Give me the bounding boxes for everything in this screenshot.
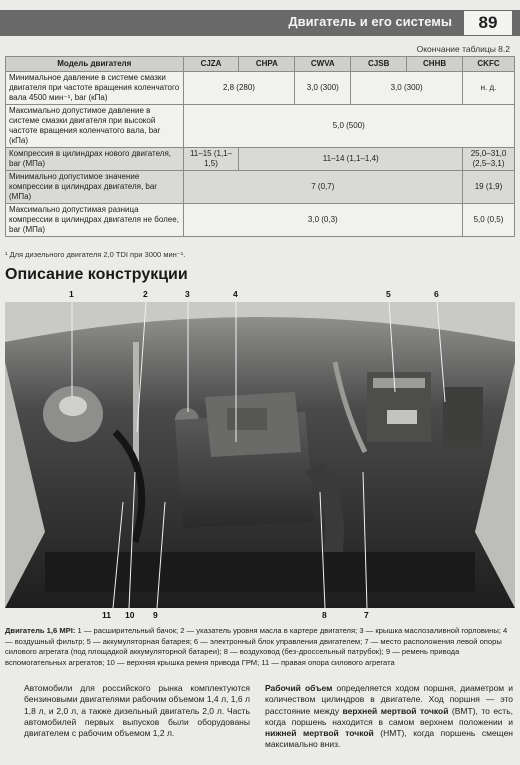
table-header-row xyxy=(6,57,515,72)
row-label: Максимально допустимое давление в системе смазки двигателя при высокой частоте вращения коленчатого вала, bar (кПа) xyxy=(6,105,184,148)
callout-number: 4 xyxy=(233,289,238,299)
table-cell: 3,0 (300) xyxy=(351,72,463,105)
callout-number: 3 xyxy=(185,289,190,299)
table-cell: н. д. xyxy=(463,72,515,105)
table-cell: 25,0–31,0 (2,5–3,1) xyxy=(463,148,515,171)
page-header xyxy=(0,10,520,36)
column-header: CHHB xyxy=(407,57,463,72)
section-title: Описание конструкции xyxy=(5,266,188,283)
callout-number: 11 xyxy=(102,610,111,620)
table-row xyxy=(6,72,515,105)
page-number: 89 xyxy=(464,11,512,35)
column-header: CKFC xyxy=(463,57,515,72)
table-cell: 5,0 (500) xyxy=(183,105,514,148)
callout-number: 7 xyxy=(364,610,369,620)
table-cell: 3,0 (300) xyxy=(295,72,351,105)
term-bdc: нижней мертвой точкой xyxy=(265,728,374,739)
table-row xyxy=(6,148,515,171)
row-label: Максимально допустимая разница компрессии в цилиндрах двигателя не более, bar (МПа) xyxy=(6,204,184,237)
table-row xyxy=(6,105,515,148)
caption-lead: Двигатель 1,6 MPI: xyxy=(5,626,76,635)
body-text-left: Автомобили для российского рынка комплектуются бензиновыми двигателями рабочим объемом 1,4 л, 1,6 л 1,8 л, и 2,0 л, а также дизельный двигатель 2,0 л. Часть автомобилей первых выпусков были оборудованы двигателем с рабочим объемом 1,2 л. xyxy=(24,683,250,739)
term-displacement: Рабочий объем xyxy=(265,683,333,693)
column-header: Модель двигателя xyxy=(6,57,184,72)
engine-bay-photo xyxy=(5,302,515,608)
engine-spec-table xyxy=(5,56,515,237)
table-footnote: ¹ Для дизельного двигателя 2,0 TDI при 3000 мин⁻¹. xyxy=(5,250,186,259)
table-cell: 5,0 (0,5) xyxy=(463,204,515,237)
callout-number: 1 xyxy=(69,289,74,299)
caption-text: 1 — расширительный бачок; 2 — указатель уровня масла в картере двигателя; 3 — крышка маслозаливной горловины; 4 — воздушный фильтр; 5 — аккумуляторная батарея; 6 — электронный блок управления двигателем; 7 — место расположения левой опоры силового агрегата (под площадкой аккумуляторной батареи); 8 — воздуховод (без-дроссельный патрубок); 9 — ремень привода вспомогательных агрегатов; 10 — верхняя крышка ремня привода ГРМ; 11 — правая опора силового агрегата xyxy=(5,626,508,667)
table-cell: 11–15 (1,1–1,5) xyxy=(183,148,239,171)
row-label: Минимальное давление в системе смазки двигателя при частоте вращения коленчатого вала 4500 мин⁻¹, bar (кПа) xyxy=(6,72,184,105)
body-text: определяется ходом поршня, диаметром и количеством цилиндров в двигателе. Ход поршня — это расстояние между xyxy=(265,683,513,716)
table-caption: Окончание таблицы 8.2 xyxy=(416,44,510,54)
term-tdc: верхней мертвой точкой xyxy=(342,705,449,716)
callout-number: 6 xyxy=(434,289,439,299)
callout-number: 2 xyxy=(143,289,148,299)
callout-number: 5 xyxy=(386,289,391,299)
engine-bay-illustration xyxy=(5,302,515,608)
callout-number: 9 xyxy=(153,610,158,620)
table-cell: 3,0 (0,3) xyxy=(183,204,462,237)
callout-number: 8 xyxy=(322,610,327,620)
table-cell: 2,8 (280) xyxy=(183,72,295,105)
body-text-right xyxy=(265,683,513,751)
column-header: CWVA xyxy=(295,57,351,72)
table-cell: 11–14 (1,1–1,4) xyxy=(239,148,463,171)
table-cell: 7 (0,7) xyxy=(183,171,462,204)
row-label: Минимально допустимое значение компрессии в цилиндрах двигателя, bar (МПа) xyxy=(6,171,184,204)
table-cell: 19 (1,9) xyxy=(463,171,515,204)
body-text: (ВМТ), то есть, когда поршень находится в самом верхнем положении и xyxy=(265,705,513,727)
table-row xyxy=(6,171,515,204)
figure-caption xyxy=(5,626,515,668)
column-header: CJSB xyxy=(351,57,407,72)
row-label: Компрессия в цилиндрах нового двигателя, bar (МПа) xyxy=(6,148,184,171)
column-header: CJZA xyxy=(183,57,239,72)
callout-number: 10 xyxy=(125,610,135,620)
chapter-title: Двигатель и его системы xyxy=(288,14,452,29)
column-header: CHPA xyxy=(239,57,295,72)
table-row xyxy=(6,204,515,237)
body-text: (НМТ), когда поршень смещен максимально вниз. xyxy=(265,728,513,750)
